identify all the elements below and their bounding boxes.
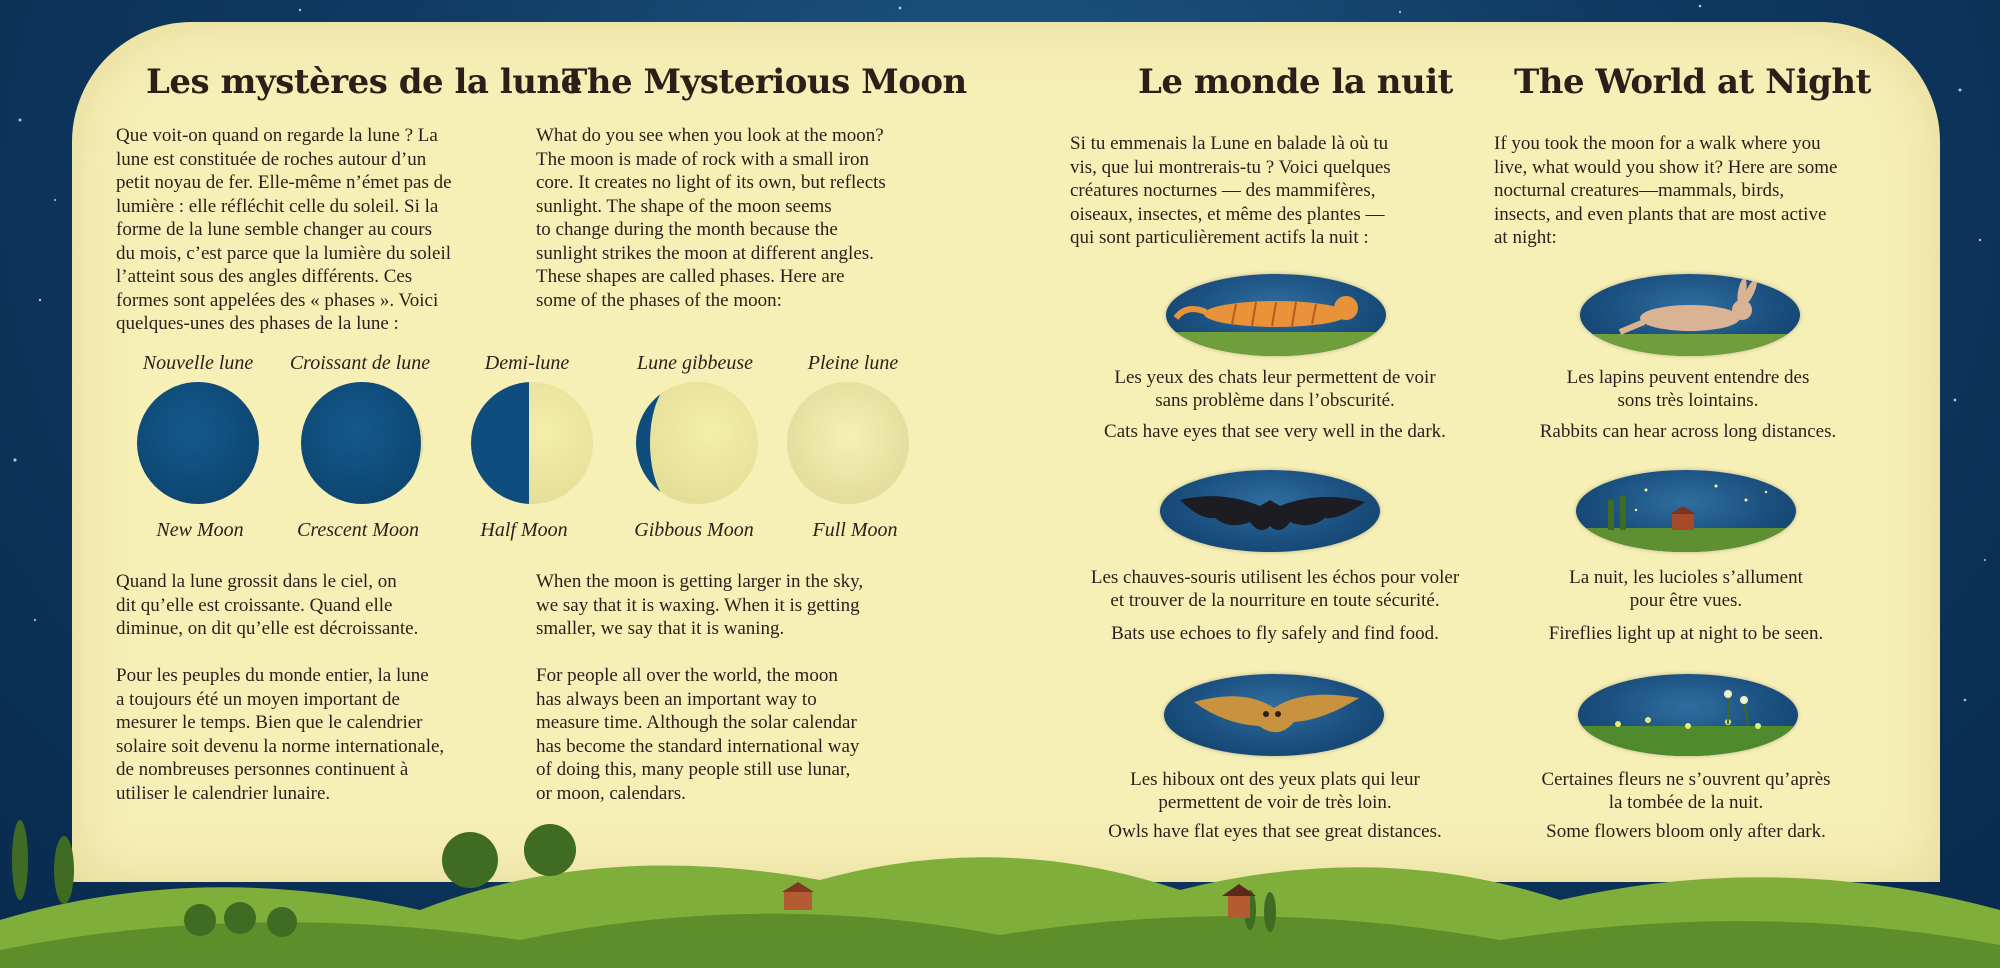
title-en-night: The World at Night	[1514, 62, 1871, 102]
landscape-hills	[0, 800, 2000, 968]
title-fr-night: Le monde la nuit	[1138, 62, 1453, 102]
caption-en-bat: Bats use echoes to fly safely and find food.	[1111, 623, 1439, 644]
phase-label-fr: Nouvelle lune	[142, 352, 254, 374]
intro-en-night: If you took the moon for a walk where you live, what would you show it? Here are some nocturnal creatures—mammals, birds, insects, and even plants that are most active at night:	[1494, 133, 1838, 248]
caption-en-owl: Owls have flat eyes that see great distances.	[1108, 821, 1442, 842]
calendar-fr: Pour les peuples du monde entier, la lune a toujours été un moyen important de mesurer le temps. Bien que le calendrier solaire soit devenu la norme internationale, de nombreuses personnes continuent à utiliser le calendrier lunaire.	[116, 665, 445, 804]
caption-fr-bat: Les chauves-souris utilisent les échos pour voler et trouver de la nourriture en toute sécurité.	[1090, 567, 1460, 611]
caption-en-firefly: Fireflies light up at night to be seen.	[1548, 623, 1824, 644]
half-moon-icon	[471, 382, 593, 504]
flower-icon	[1578, 674, 1798, 756]
intro-fr-night: Si tu emmenais la Lune en balade là où tu vis, que lui montrerais-tu ? Voici quelques créatures nocturnes — des mammifères, oiseaux, insectes, et même des plantes — qui sont particulièrement actifs la nuit :	[1070, 133, 1391, 248]
full-moon-icon	[787, 382, 909, 504]
caption-fr-cat: Les yeux des chats leur permettent de voir sans problème dans l’obscurité.	[1114, 367, 1436, 411]
caption-en-rabbit: Rabbits can hear across long distances.	[1539, 421, 1837, 442]
caption-fr-owl: Les hiboux ont des yeux plats qui leur permettent de voir de très loin.	[1130, 769, 1420, 813]
gibbous-moon-icon	[636, 382, 758, 504]
phase-label-en: Gibbous Moon	[634, 519, 754, 541]
owl-icon	[1164, 674, 1384, 756]
phase-label-fr: Demi-lune	[484, 352, 570, 374]
caption-en-cat: Cats have eyes that see very well in the dark.	[1104, 421, 1446, 442]
caption-fr-flower: Certaines fleurs ne s’ouvrent qu’après la tombée de la nuit.	[1541, 769, 1831, 813]
cat-icon	[1166, 274, 1386, 356]
caption-en-flower: Some flowers bloom only after dark.	[1546, 821, 1826, 842]
title-fr-moon: Les mystères de la lune	[146, 62, 582, 102]
waxing-en: When the moon is getting larger in the sky, we say that it is waxing. When it is getting smaller, we say that it is waning.	[536, 571, 864, 639]
phase-label-en: Half Moon	[480, 519, 568, 541]
waxing-fr: Quand la lune grossit dans le ciel, on dit qu’elle est croissante. Quand elle diminue, on dit qu’elle est décroissante.	[116, 571, 419, 639]
caption-fr-rabbit: Les lapins peuvent entendre des sons très lointains.	[1566, 367, 1810, 411]
phase-label-fr: Pleine lune	[807, 352, 899, 374]
title-en-moon: The Mysterious Moon	[562, 62, 967, 102]
intro-fr-moon: Que voit-on quand on regarde la lune ? La lune est constituée de roches autour d’un petit noyau de fer. Elle-même n’émet pas de lumière : elle réfléchit celle du soleil. Si la forme de la lune semble changer au cours du mois, c’est parce que la lumière du soleil l’atteint sous des angles différents. Ces formes sont appelées des « phases ». Voici quelques-unes des phases de la lune :	[116, 125, 452, 334]
phase-label-fr: Lune gibbeuse	[636, 352, 754, 374]
phase-label-en: Crescent Moon	[296, 519, 420, 541]
phase-label-en: New Moon	[156, 519, 244, 541]
new-moon-icon	[137, 382, 259, 504]
intro-en-moon: What do you see when you look at the moon? The moon is made of rock with a small iron core. It creates no light of its own, but reflects sunlight. The shape of the moon seems to change during the month because the sunlight strikes the moon at different angles. These shapes are called phases. Here are some of the phases of the moon:	[536, 125, 886, 311]
caption-fr-firefly: La nuit, les lucioles s’allument pour être vues.	[1569, 567, 1803, 611]
rabbit-icon	[1580, 274, 1800, 356]
phase-label-en: Full Moon	[812, 519, 898, 541]
firefly-icon	[1576, 470, 1796, 552]
bat-icon	[1160, 470, 1380, 552]
phase-label-fr: Croissant de lune	[289, 352, 431, 374]
calendar-en: For people all over the world, the moon has always been an important way to measure time. Although the solar calendar has become the standard international way of doing this, many people still use lunar, or moon, calendars.	[536, 665, 860, 804]
crescent-moon-icon	[301, 382, 423, 504]
